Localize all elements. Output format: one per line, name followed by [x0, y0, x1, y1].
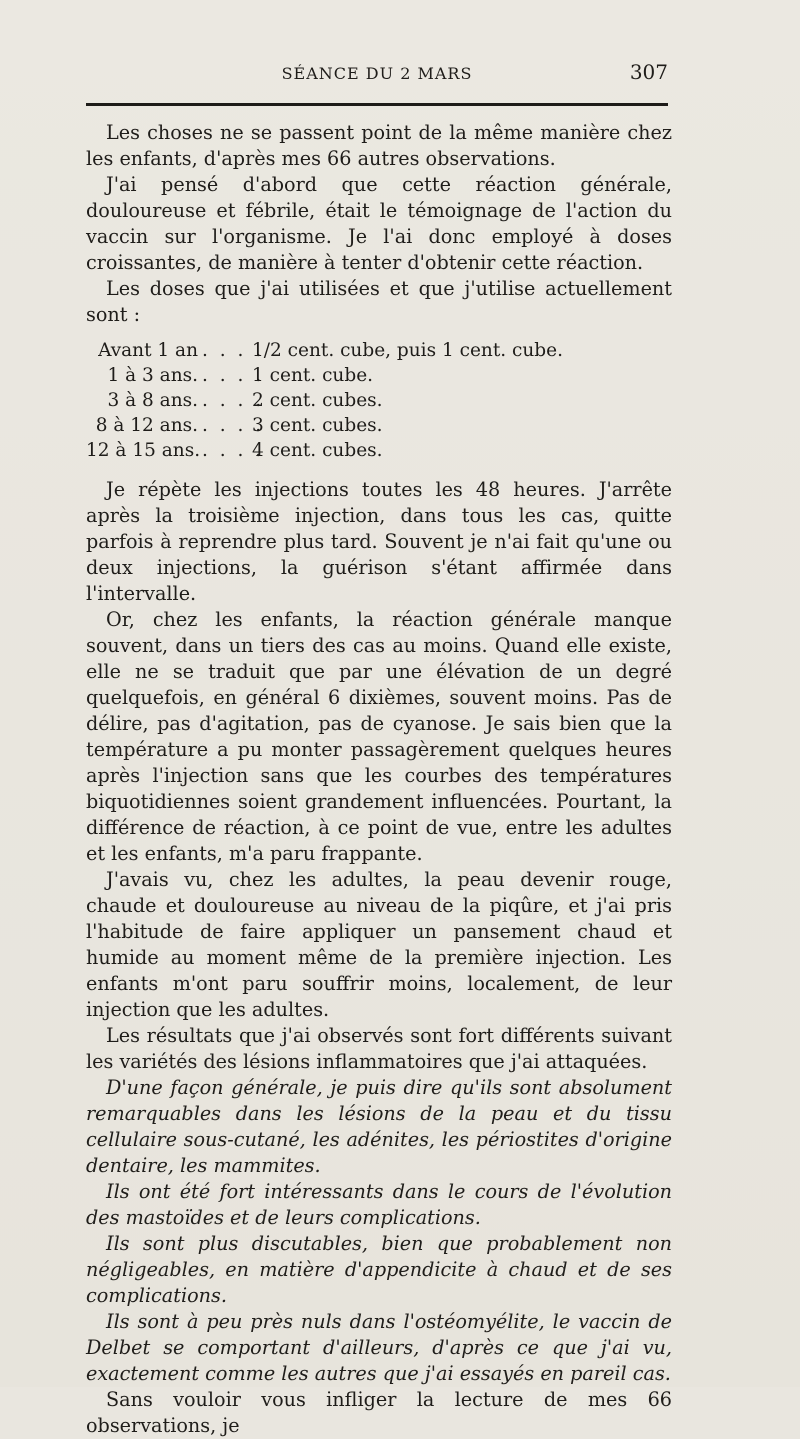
paragraph-12: Sans vouloir vous infliger la lecture de mes 66 observations, je [86, 1388, 672, 1437]
paragraph-3: Les doses que j'ai utilisées et que j'utilise actuellement sont : [86, 277, 672, 326]
dosage-age: Avant 1 an [98, 340, 198, 361]
paragraph-8: D'une façon générale, je puis dire qu'ils sont absolument remarquables dans les lésions de la peau et du tissu cellulaire sous-cutané, les adénites, les périostites d'origine dentaire, les mammites. [86, 1076, 672, 1177]
paragraph-6: J'avais vu, chez les adultes, la peau devenir rouge, chaude et douloureuse au niveau de la piqûre, et j'ai pris l'habitude de faire appliquer un pansement chaud et humide au moment même de la première injection. Les enfants m'ont paru souffrir moins, localement, de leur injection que les adultes. [86, 868, 672, 1021]
paragraph-9: Ils ont été fort intéressants dans le cours de l'évolution des mastoïdes et de leurs complications. [86, 1180, 672, 1229]
dosage-table [86, 338, 672, 463]
page-header [86, 60, 668, 90]
paragraph-10: Ils sont plus discutables, bien que probablement non négligeables, en matière d'appendicite à chaud et de ses complications. [86, 1232, 672, 1307]
dosage-row [86, 413, 672, 438]
header-rule [86, 103, 668, 106]
dosage-leader: . . . . [202, 440, 265, 461]
dosage-row [86, 438, 672, 463]
paragraph-11: Ils sont à peu près nuls dans l'ostéomyélite, le vaccin de Delbet se comportant d'ailleurs, d'après ce que j'ai vu, exactement comme les autres que j'ai essayés en pareil cas. [86, 1310, 672, 1385]
dosage-row [86, 363, 672, 388]
paragraph-1: Les choses ne se passent point de la même manière chez les enfants, d'après mes 66 autres observations. [86, 121, 672, 170]
paragraph-2: J'ai pensé d'abord que cette réaction générale, douloureuse et fébrile, était le témoignage de l'action du vaccin sur l'organisme. Je l'ai donc employé à doses croissantes, de manière à tenter d'obtenir cette réaction. [86, 173, 672, 274]
paragraph-7: Les résultats que j'ai observés sont fort différents suivant les variétés des lésions inflammatoires que j'ai attaquées. [86, 1024, 672, 1073]
dosage-amount: 4 cent. cubes. [252, 440, 383, 461]
dosage-age: 8 à 12 ans. [95, 415, 198, 436]
dosage-row [86, 338, 672, 363]
page-number: 307 [629, 60, 668, 84]
dosage-amount: 1/2 cent. cube, puis 1 cent. cube. [252, 340, 563, 361]
dosage-age: 12 à 15 ans. [86, 440, 201, 461]
dosage-leader: . . . . [202, 340, 265, 361]
dosage-leader: . . . . [202, 365, 265, 386]
dosage-amount: 3 cent. cubes. [252, 415, 383, 436]
dosage-row [86, 388, 672, 413]
dosage-age: 1 à 3 ans. [107, 365, 198, 386]
dosage-amount: 1 cent. cube. [252, 365, 374, 386]
paragraph-5: Or, chez les enfants, la réaction générale manque souvent, dans un tiers des cas au moins. Quand elle existe, elle ne se traduit que par une élévation de un degré quelquefois, en général 6 dixièmes, souvent moins. Pas de délire, pas d'agitation, pas de cyanose. Je sais bien que la température a pu monter passagèrement quelques heures après l'injection sans que les courbes des températures biquotidiennes soient grandement influencées. Pourtant, la différence de réaction, à ce point de vue, entre les adultes et les enfants, m'a paru frappante. [86, 608, 672, 865]
dosage-age: 3 à 8 ans. [107, 390, 198, 411]
dosage-leader: . . . . [202, 415, 265, 436]
dosage-amount: 2 cent. cubes. [252, 390, 383, 411]
dosage-leader: . . . . [202, 390, 265, 411]
paragraph-4: Je répète les injections toutes les 48 heures. J'arrête après la troisième injection, dans tous les cas, quitte parfois à reprendre plus tard. Souvent je n'ai fait qu'une ou deux injections, la guérison s'étant affirmée dans l'intervalle. [86, 478, 672, 605]
running-title: SÉANCE DU 2 MARS [281, 64, 473, 83]
body-text [86, 120, 672, 1439]
